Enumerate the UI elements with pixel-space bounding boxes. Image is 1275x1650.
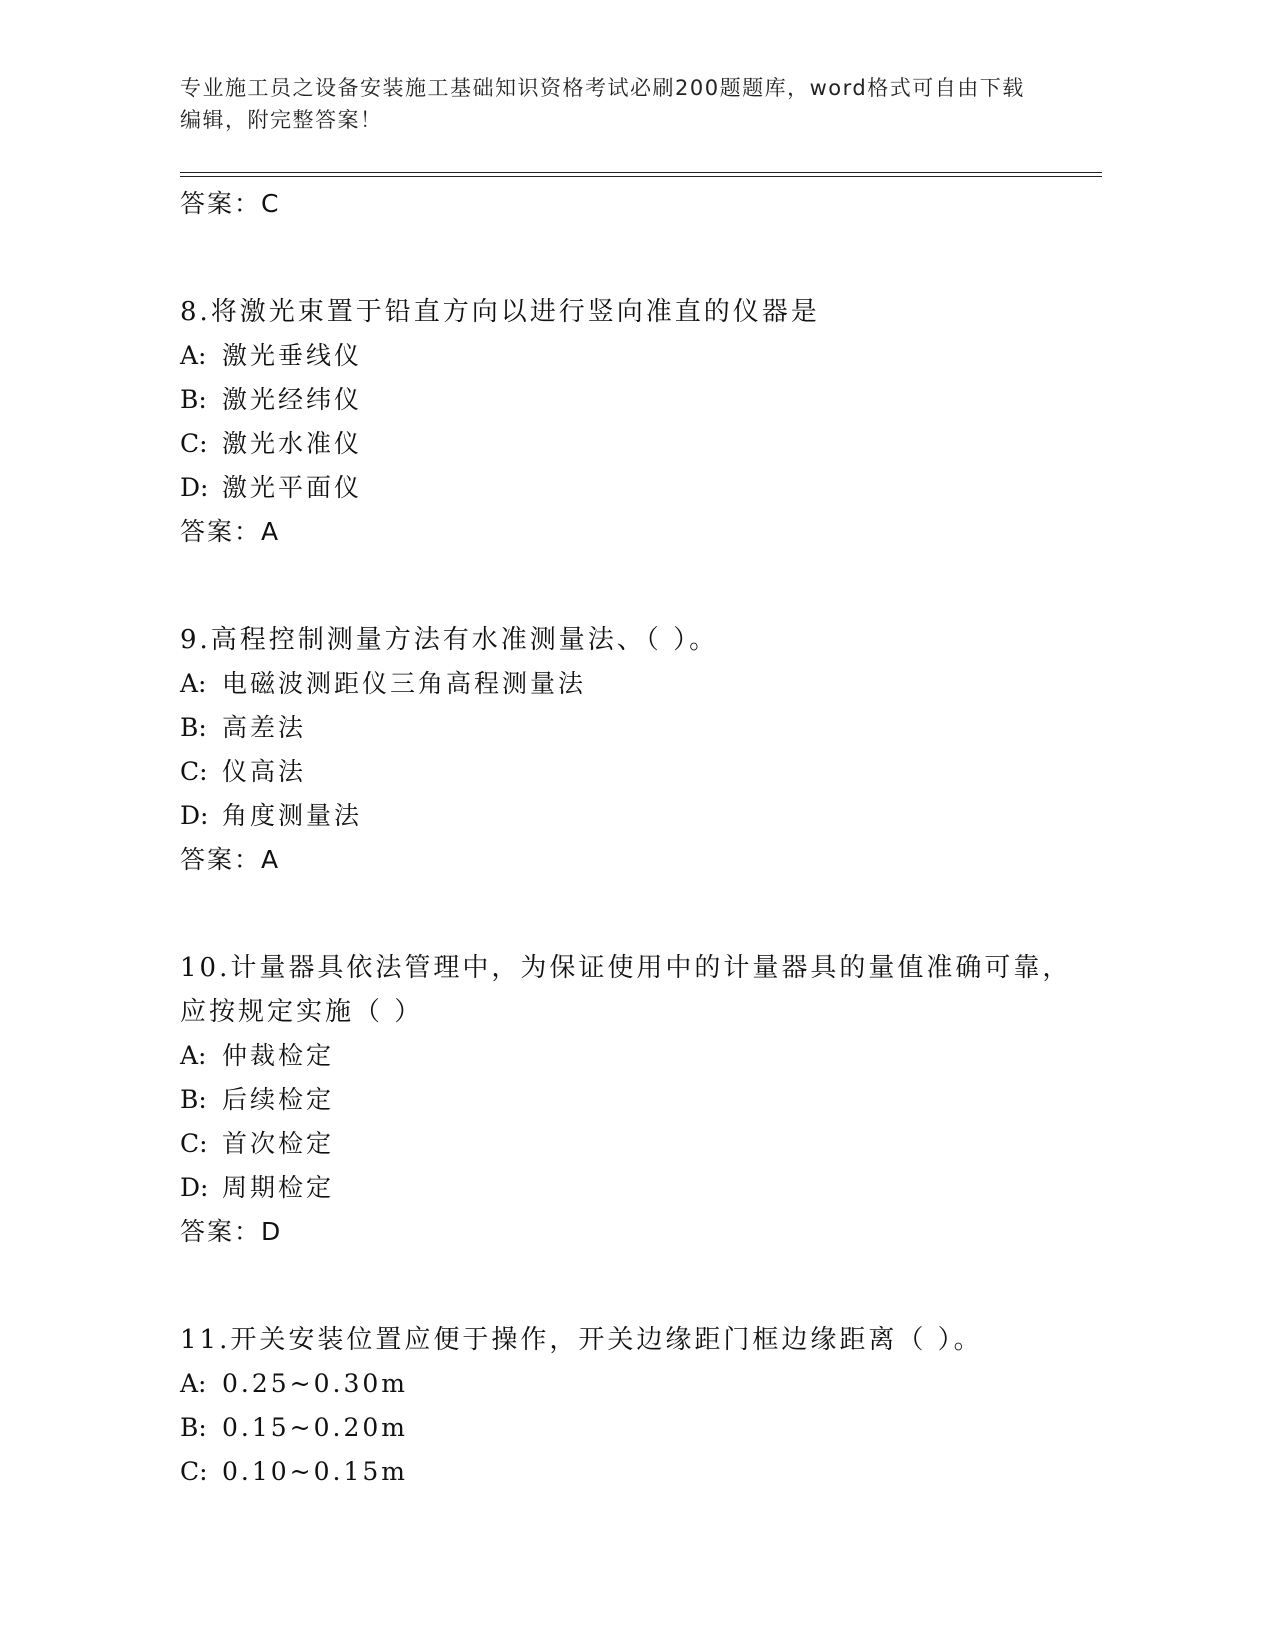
option-key: C: <box>180 1457 208 1486</box>
option-text: 仪高法 <box>222 757 307 786</box>
question-10 <box>180 946 1100 1254</box>
option-c <box>180 1450 1100 1494</box>
option-text: 激光平面仪 <box>222 473 363 502</box>
option-text: 0.15~0.20m <box>222 1413 408 1442</box>
question-text: 8.将激光束置于铅直方向以进行竖向准直的仪器是 <box>180 297 820 327</box>
option-key: B: <box>180 1085 207 1114</box>
question-list <box>180 178 1100 1494</box>
option-text: 角度测量法 <box>222 801 363 830</box>
option-text: 后续检定 <box>222 1085 335 1114</box>
spacer <box>180 882 1100 946</box>
spacer <box>180 1254 1100 1318</box>
document-header: 专业施工员之设备安装施工基础知识资格考试必刷200题题库，word格式可自由下载编辑，附完整答案！ <box>180 76 1025 132</box>
option-key: A: <box>180 341 207 370</box>
spacer <box>180 226 1100 290</box>
header-rule-top <box>180 172 1102 173</box>
option-text: 电磁波测距仪三角高程测量法 <box>222 669 587 698</box>
option-d <box>180 466 1100 510</box>
option-text: 0.25~0.30m <box>222 1369 408 1398</box>
option-c <box>180 422 1100 466</box>
option-c <box>180 1122 1100 1166</box>
answer-line: 答案：D <box>180 1217 283 1246</box>
option-key: B: <box>180 385 207 414</box>
option-b <box>180 1078 1100 1122</box>
option-text: 仲裁检定 <box>222 1041 335 1070</box>
option-key: C: <box>180 757 208 786</box>
question-11 <box>180 1318 1100 1494</box>
option-key: D: <box>180 801 209 830</box>
option-b <box>180 1406 1100 1450</box>
option-key: A: <box>180 669 207 698</box>
header-rule-bottom <box>180 176 1102 177</box>
option-d <box>180 794 1100 838</box>
option-text: 首次检定 <box>222 1129 335 1158</box>
option-b <box>180 378 1100 422</box>
option-text: 周期检定 <box>222 1173 335 1202</box>
option-key: D: <box>180 473 209 502</box>
option-key: D: <box>180 1173 209 1202</box>
option-text: 高差法 <box>222 713 307 742</box>
question-8 <box>180 290 1100 554</box>
option-d <box>180 1166 1100 1210</box>
option-key: C: <box>180 1129 208 1158</box>
option-text: 0.10~0.15m <box>222 1457 408 1486</box>
option-a <box>180 1034 1100 1078</box>
question-text: 9.高程控制测量方法有水准测量法、（ ）。 <box>180 625 719 655</box>
option-text: 激光水准仪 <box>222 429 363 458</box>
question-text: 11.开关安装位置应便于操作，开关边缘距门框边缘距离（ ）。 <box>180 1325 983 1355</box>
option-c <box>180 750 1100 794</box>
answer-line: 答案：C <box>180 189 281 218</box>
question-9 <box>180 618 1100 882</box>
option-text: 激光垂线仪 <box>222 341 363 370</box>
option-b <box>180 706 1100 750</box>
answer-line: 答案：A <box>180 517 281 546</box>
option-a <box>180 1362 1100 1406</box>
question-text: 10.计量器具依法管理中，为保证使用中的计量器具的量值准确可靠，应按规定实施（ ） <box>180 953 1072 1027</box>
option-key: B: <box>180 713 207 742</box>
option-text: 激光经纬仪 <box>222 385 363 414</box>
option-key: A: <box>180 1041 207 1070</box>
option-key: C: <box>180 429 208 458</box>
option-a <box>180 662 1100 706</box>
option-key: B: <box>180 1413 207 1442</box>
option-a <box>180 334 1100 378</box>
answer-line: 答案：A <box>180 845 281 874</box>
spacer <box>180 554 1100 618</box>
option-key: A: <box>180 1369 207 1398</box>
